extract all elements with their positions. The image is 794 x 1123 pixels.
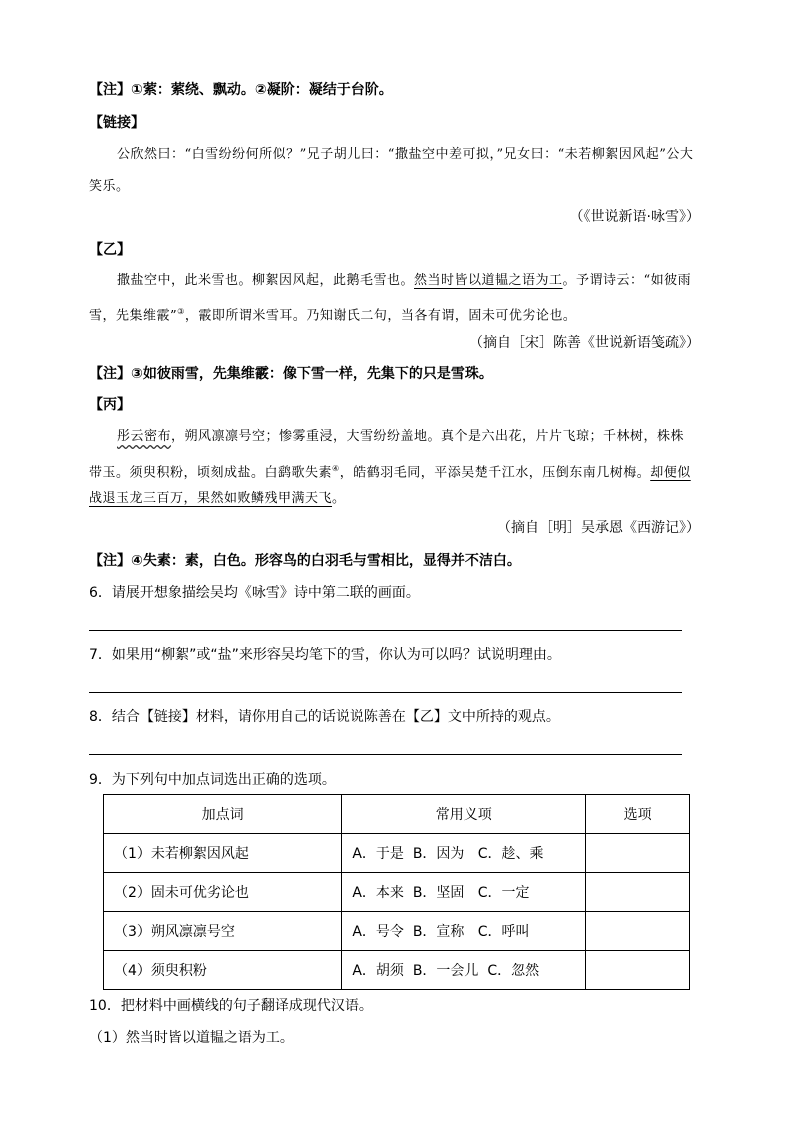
bing-text-line-2 xyxy=(89,459,691,483)
link-text-line-1: 公欣然曰：“白雪纷纷何所似？”兄子胡儿曰：“撒盐空中差可拟，”兄女曰：“未若柳絮因风起”公大 xyxy=(117,147,694,162)
note-1: 【注】①萦：萦绕、飘动。②凝阶：凝结于台阶。 xyxy=(89,82,393,98)
bing-underlined-sentence: 战退玉龙三百万，果然如败鳞残甲满天飞 xyxy=(89,491,333,506)
note-3: 【注】③如彼雨雪，先集维霰：像下雪一样，先集下的只是雪珠。 xyxy=(89,366,493,382)
bing-text-segment: 。 xyxy=(332,491,346,506)
question-6: 6．请展开想象描绘吴均《咏雪》诗中第二联的画面。 xyxy=(89,585,420,601)
yi-text-line-2 xyxy=(89,302,576,326)
row-word: （4）须臾积粉 xyxy=(104,951,342,990)
question-9: 9．为下列句中加点词选出正确的选项。 xyxy=(89,772,336,788)
row-word: （3）朔风凛凛号空 xyxy=(104,912,342,951)
footnote-marker: ③ xyxy=(177,307,185,316)
yi-text-segment: 雪，先集维霰” xyxy=(89,308,178,324)
note-4: 【注】④失素：素，白色。形容鸟的白羽毛与雪相比，显得并不洁白。 xyxy=(89,553,521,569)
yi-header: 【乙】 xyxy=(89,242,131,258)
row-word: （2）固未可优劣论也 xyxy=(104,873,342,912)
bing-text-segment: ，皓鹤羽毛同，平添吴楚千江水，压倒东南几树梅。 xyxy=(339,465,651,481)
header-meaning: 常用义项 xyxy=(342,795,586,834)
row-answer-cell[interactable] xyxy=(586,912,690,951)
row-meaning: A．胡须 B．一会儿 C．忽然 xyxy=(342,951,586,990)
bing-text-segment: ，朔风凛凛号空；惨雾重浸，大雪纷纷盖地。真个是六出花，片片飞琼；千林树，株株 xyxy=(171,429,685,444)
bing-wavy-phrase: 彤云密布 xyxy=(117,429,172,444)
table-row xyxy=(104,873,690,912)
question-9-table xyxy=(103,794,690,990)
link-header: 【链接】 xyxy=(89,115,145,131)
link-source: （《世说新语·咏雪》） xyxy=(569,209,700,225)
header-word: 加点词 xyxy=(104,795,342,834)
yi-source: （摘自［宋］陈善《世说新语笺疏》） xyxy=(469,335,700,351)
answer-line-8[interactable] xyxy=(89,754,682,755)
answer-line-6[interactable] xyxy=(89,630,682,631)
question-7: 7．如果用“柳絮”或“盐”来形容吴均笔下的雪，你认为可以吗？试说明理由。 xyxy=(89,647,561,663)
table-row xyxy=(104,912,690,951)
yi-text-segment: 。予谓诗云：“如彼雨 xyxy=(562,273,692,288)
row-meaning: A．本来 B．坚固 C．一定 xyxy=(342,873,586,912)
bing-underlined-sentence: 却便似 xyxy=(650,465,691,481)
question-8: 8．结合【链接】材料，请你用自己的话说说陈善在【乙】文中所持的观点。 xyxy=(89,709,560,725)
row-meaning: A．于是 B．因为 C．趁、乘 xyxy=(342,834,586,873)
row-word: （1）未若柳絮因风起 xyxy=(104,834,342,873)
link-text-line-2: 笑乐。 xyxy=(89,179,130,194)
yi-text-line-1 xyxy=(117,271,691,291)
bing-text-segment: 带玉。须臾积粉，顷刻成盐。白鹞歌失素 xyxy=(89,465,333,481)
question-10-1: （1）然当时皆以道韫之语为工。 xyxy=(89,1030,294,1046)
table-row xyxy=(104,834,690,873)
question-10: 10．把材料中画横线的句子翻译成现代汉语。 xyxy=(89,998,373,1014)
yi-text-segment: 撒盐空中，此米雪也。柳絮因风起，此鹅毛雪也。 xyxy=(117,273,415,288)
header-option: 选项 xyxy=(586,795,690,834)
yi-text-segment: ，霰即所谓米雪耳。乃知谢氏二句，当各有谓，固未可优劣论也。 xyxy=(184,308,577,324)
row-meaning: A．号令 B．宣称 C．呼叫 xyxy=(342,912,586,951)
table-header-row xyxy=(104,795,690,834)
bing-source: （摘自［明］吴承恩《西游记》） xyxy=(497,520,700,536)
row-answer-cell[interactable] xyxy=(586,951,690,990)
bing-text-line-3 xyxy=(89,489,346,509)
yi-underlined-sentence: 然当时皆以道韫之语为工 xyxy=(414,273,563,288)
bing-header: 【丙】 xyxy=(89,397,131,413)
answer-line-7[interactable] xyxy=(89,692,682,693)
footnote-marker: ④ xyxy=(332,464,340,473)
row-answer-cell[interactable] xyxy=(586,873,690,912)
bing-text-line-1 xyxy=(117,427,684,447)
row-answer-cell[interactable] xyxy=(586,834,690,873)
table-row xyxy=(104,951,690,990)
